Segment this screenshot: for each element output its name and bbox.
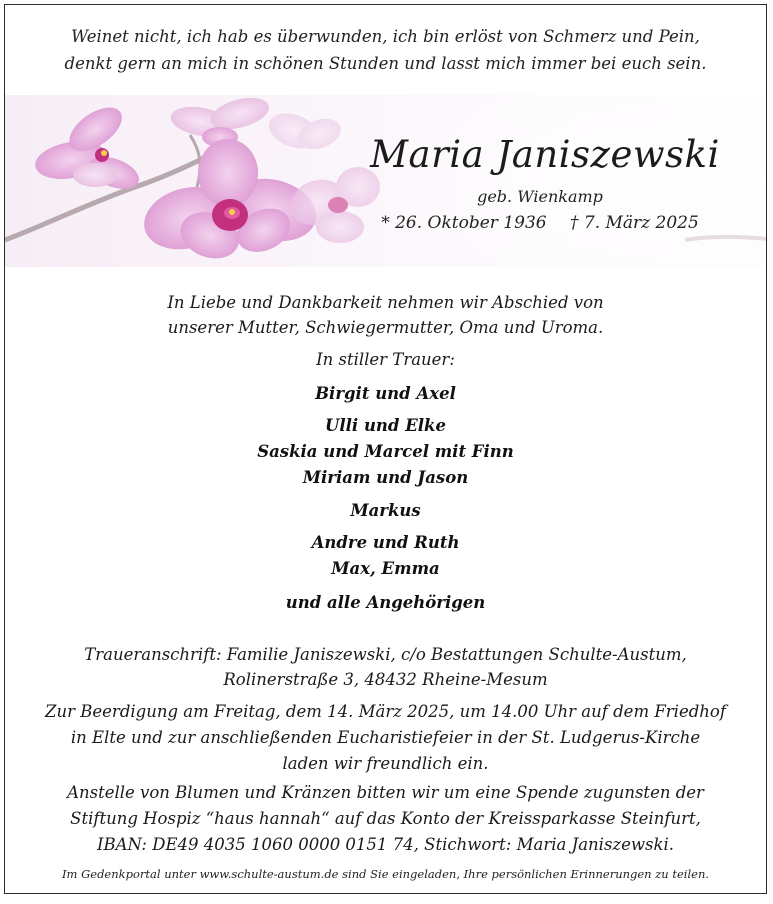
donation-line-2: Stiftung Hospiz “haus hannah“ auf das Konto der Kreissparkasse Steinfurt,: [70, 809, 701, 828]
mourning-address: [5, 642, 766, 692]
intro-line-1: In Liebe und Dankbarkeit nehmen wir Abschied von: [167, 293, 604, 312]
memorial-portal-note: Im Gedenkportal unter www.schulte-austum.de sind Sie eingeladen, Ihre persönlichen Erinnerungen zu teilen.: [61, 867, 710, 881]
life-dates: [365, 213, 715, 233]
burial-info: [5, 699, 766, 777]
poem-line-1: Weinet nicht, ich hab es überwunden, ich bin erlöst von Schmerz und Pein,: [71, 27, 700, 46]
mourner-name: Saskia und Marcel mit Finn: [257, 442, 514, 461]
mourners-label: In stiller Trauer:: [316, 350, 455, 369]
orchid-icon: [5, 95, 766, 267]
orchid-banner: [5, 95, 766, 267]
mourner-name: Birgit und Axel: [315, 384, 456, 403]
obituary-card: [4, 4, 767, 894]
birth-name: geb. Wienkamp: [477, 187, 603, 206]
poem-line-2: denkt gern an mich in schönen Stunden und lasst mich immer bei euch sein.: [64, 54, 707, 73]
poem: [5, 23, 766, 77]
deceased-name: Maria Janiszewski: [370, 133, 720, 176]
mourner-name: Markus: [350, 501, 421, 520]
mourner-name: Ulli und Elke: [325, 416, 446, 435]
intro-text: [5, 290, 766, 340]
donation-line-1: Anstelle von Blumen und Kränzen bitten wir um eine Spende zugunsten der: [67, 783, 704, 802]
mourner-name: Andre und Ruth: [311, 533, 460, 552]
address-line-2: Rolinerstraße 3, 48432 Rheine-Mesum: [223, 670, 548, 689]
burial-line-3: laden wir freundlich ein.: [282, 754, 489, 773]
burial-line-1: Zur Beerdigung am Freitag, dem 14. März 2025, um 14.00 Uhr auf dem Friedhof: [45, 702, 726, 721]
burial-line-2: in Elte und zur anschließenden Eucharistiefeier in der St. Ludgerus-Kirche: [70, 728, 701, 747]
birth-date: * 26. Oktober 1936: [381, 213, 547, 233]
mourner-name: Miriam und Jason: [302, 468, 469, 487]
donation-info: [5, 780, 766, 858]
death-date: † 7. März 2025: [569, 213, 699, 233]
address-line-1: Traueranschrift: Familie Janiszewski, c/o Bestattungen Schulte-Austum,: [84, 645, 687, 664]
mourner-name: und alle Angehörigen: [285, 593, 486, 612]
intro-line-2: unserer Mutter, Schwiegermutter, Oma und Uroma.: [167, 318, 604, 337]
donation-line-3: IBAN: DE49 4035 1060 0000 0151 74, Stichwort: Maria Janiszewski.: [97, 835, 674, 854]
mourner-name: Max, Emma: [331, 559, 440, 578]
